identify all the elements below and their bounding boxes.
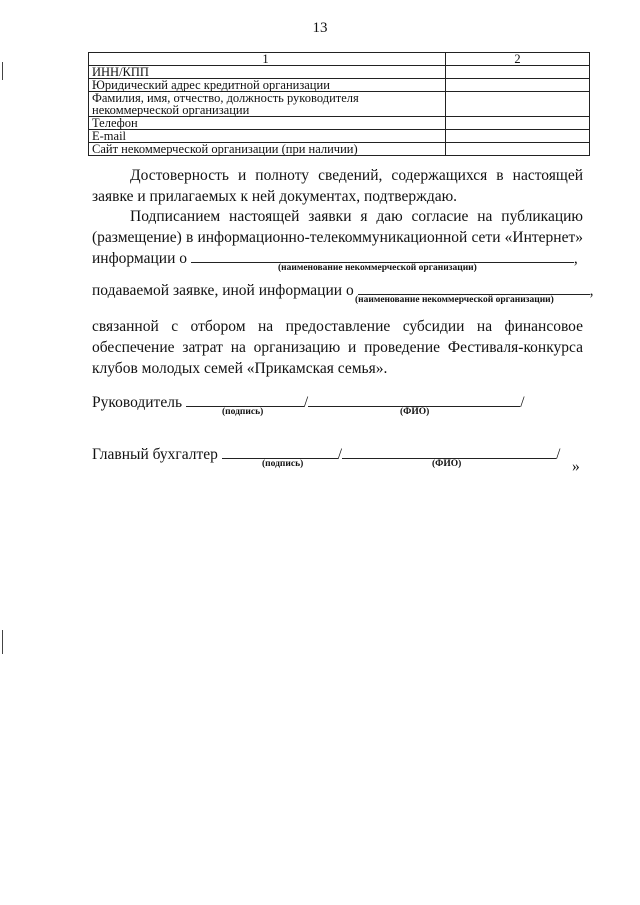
table-row-value bbox=[446, 66, 590, 79]
table-row-value bbox=[446, 143, 590, 156]
table-row bbox=[89, 92, 590, 117]
head-slash-2: / bbox=[520, 394, 525, 411]
accountant-signature-blank[interactable] bbox=[222, 444, 338, 459]
head-name-blank[interactable] bbox=[308, 392, 520, 407]
table-row bbox=[89, 130, 590, 143]
consent-line-3-prefix: информации о bbox=[92, 250, 187, 267]
scan-edge-mark bbox=[2, 62, 3, 80]
table-row-value bbox=[446, 92, 590, 117]
accountant-signature-line bbox=[92, 444, 560, 465]
head-label: Руководитель bbox=[92, 394, 183, 411]
page-number: 13 bbox=[312, 20, 328, 36]
table-row-label bbox=[89, 92, 446, 117]
table-row-value bbox=[446, 130, 590, 143]
confirm-line-1: Достоверность и полноту сведений, содержащихся в настоящей bbox=[130, 167, 583, 184]
table-header-col-2: 2 bbox=[446, 53, 590, 66]
organization-name-blank-2[interactable] bbox=[358, 280, 590, 295]
table-row-label: Телефон bbox=[89, 117, 446, 130]
scan-edge-mark bbox=[2, 630, 3, 654]
accountant-signature-caption: (подпись) bbox=[262, 459, 304, 469]
accountant-name-caption: (ФИО) bbox=[432, 459, 462, 469]
organization-name-caption-1: (наименование некоммерческой организации) bbox=[278, 263, 477, 273]
consent-line-4-suffix: , bbox=[589, 282, 594, 299]
table-row bbox=[89, 79, 590, 92]
confirm-line-2: заявке и прилагаемых к ней документах, подтверждаю. bbox=[92, 188, 458, 205]
application-table bbox=[88, 52, 590, 156]
head-signature-line bbox=[92, 392, 525, 413]
consent-line-1: Подписанием настоящей заявки я даю согласие на публикацию bbox=[130, 208, 583, 225]
table-row bbox=[89, 66, 590, 79]
head-slash-1: / bbox=[303, 394, 309, 411]
head-signature-caption: (подпись) bbox=[222, 407, 264, 417]
table-row-label-line: Фамилия, имя, отчество, должность руководителя bbox=[92, 91, 359, 105]
consent-line-5: связанной с отбором на предоставление субсидии на финансовое bbox=[92, 318, 583, 335]
consent-line-2: (размещение) в информационно-телекоммуникационной сети «Интернет» bbox=[92, 229, 583, 246]
table-header-row bbox=[89, 53, 590, 66]
table-row bbox=[89, 143, 590, 156]
table-header-col-1: 1 bbox=[89, 53, 446, 66]
table-row bbox=[89, 117, 590, 130]
table-row-label: E-mail bbox=[89, 130, 446, 143]
head-signature-blank[interactable] bbox=[186, 392, 304, 407]
consent-line-7: клубов молодых семей «Прикамская семья». bbox=[92, 360, 388, 377]
table-row-label: Юридический адрес кредитной организации bbox=[89, 79, 446, 92]
table-row-value bbox=[446, 117, 590, 130]
table-row-label-line: некоммерческой организации bbox=[92, 103, 250, 117]
accountant-slash-1: / bbox=[337, 446, 343, 463]
closing-quote: » bbox=[572, 458, 580, 475]
accountant-slash-2: / bbox=[556, 446, 561, 463]
consent-line-3-suffix: , bbox=[573, 250, 578, 267]
consent-line-6: обеспечение затрат на организацию и проведение Фестиваля-конкурса bbox=[92, 339, 583, 356]
accountant-name-blank[interactable] bbox=[342, 444, 556, 459]
table-row-value bbox=[446, 79, 590, 92]
consent-line-4-prefix: подаваемой заявке, иной информации о bbox=[92, 282, 354, 299]
head-name-caption: (ФИО) bbox=[400, 407, 430, 417]
accountant-label: Главный бухгалтер bbox=[92, 446, 218, 463]
table-row-label: Сайт некоммерческой организации (при наличии) bbox=[89, 143, 446, 156]
table-row-label: ИНН/КПП bbox=[89, 66, 446, 79]
organization-name-caption-2: (наименование некоммерческой организации) bbox=[355, 295, 554, 305]
organization-name-blank-1[interactable] bbox=[191, 248, 574, 263]
